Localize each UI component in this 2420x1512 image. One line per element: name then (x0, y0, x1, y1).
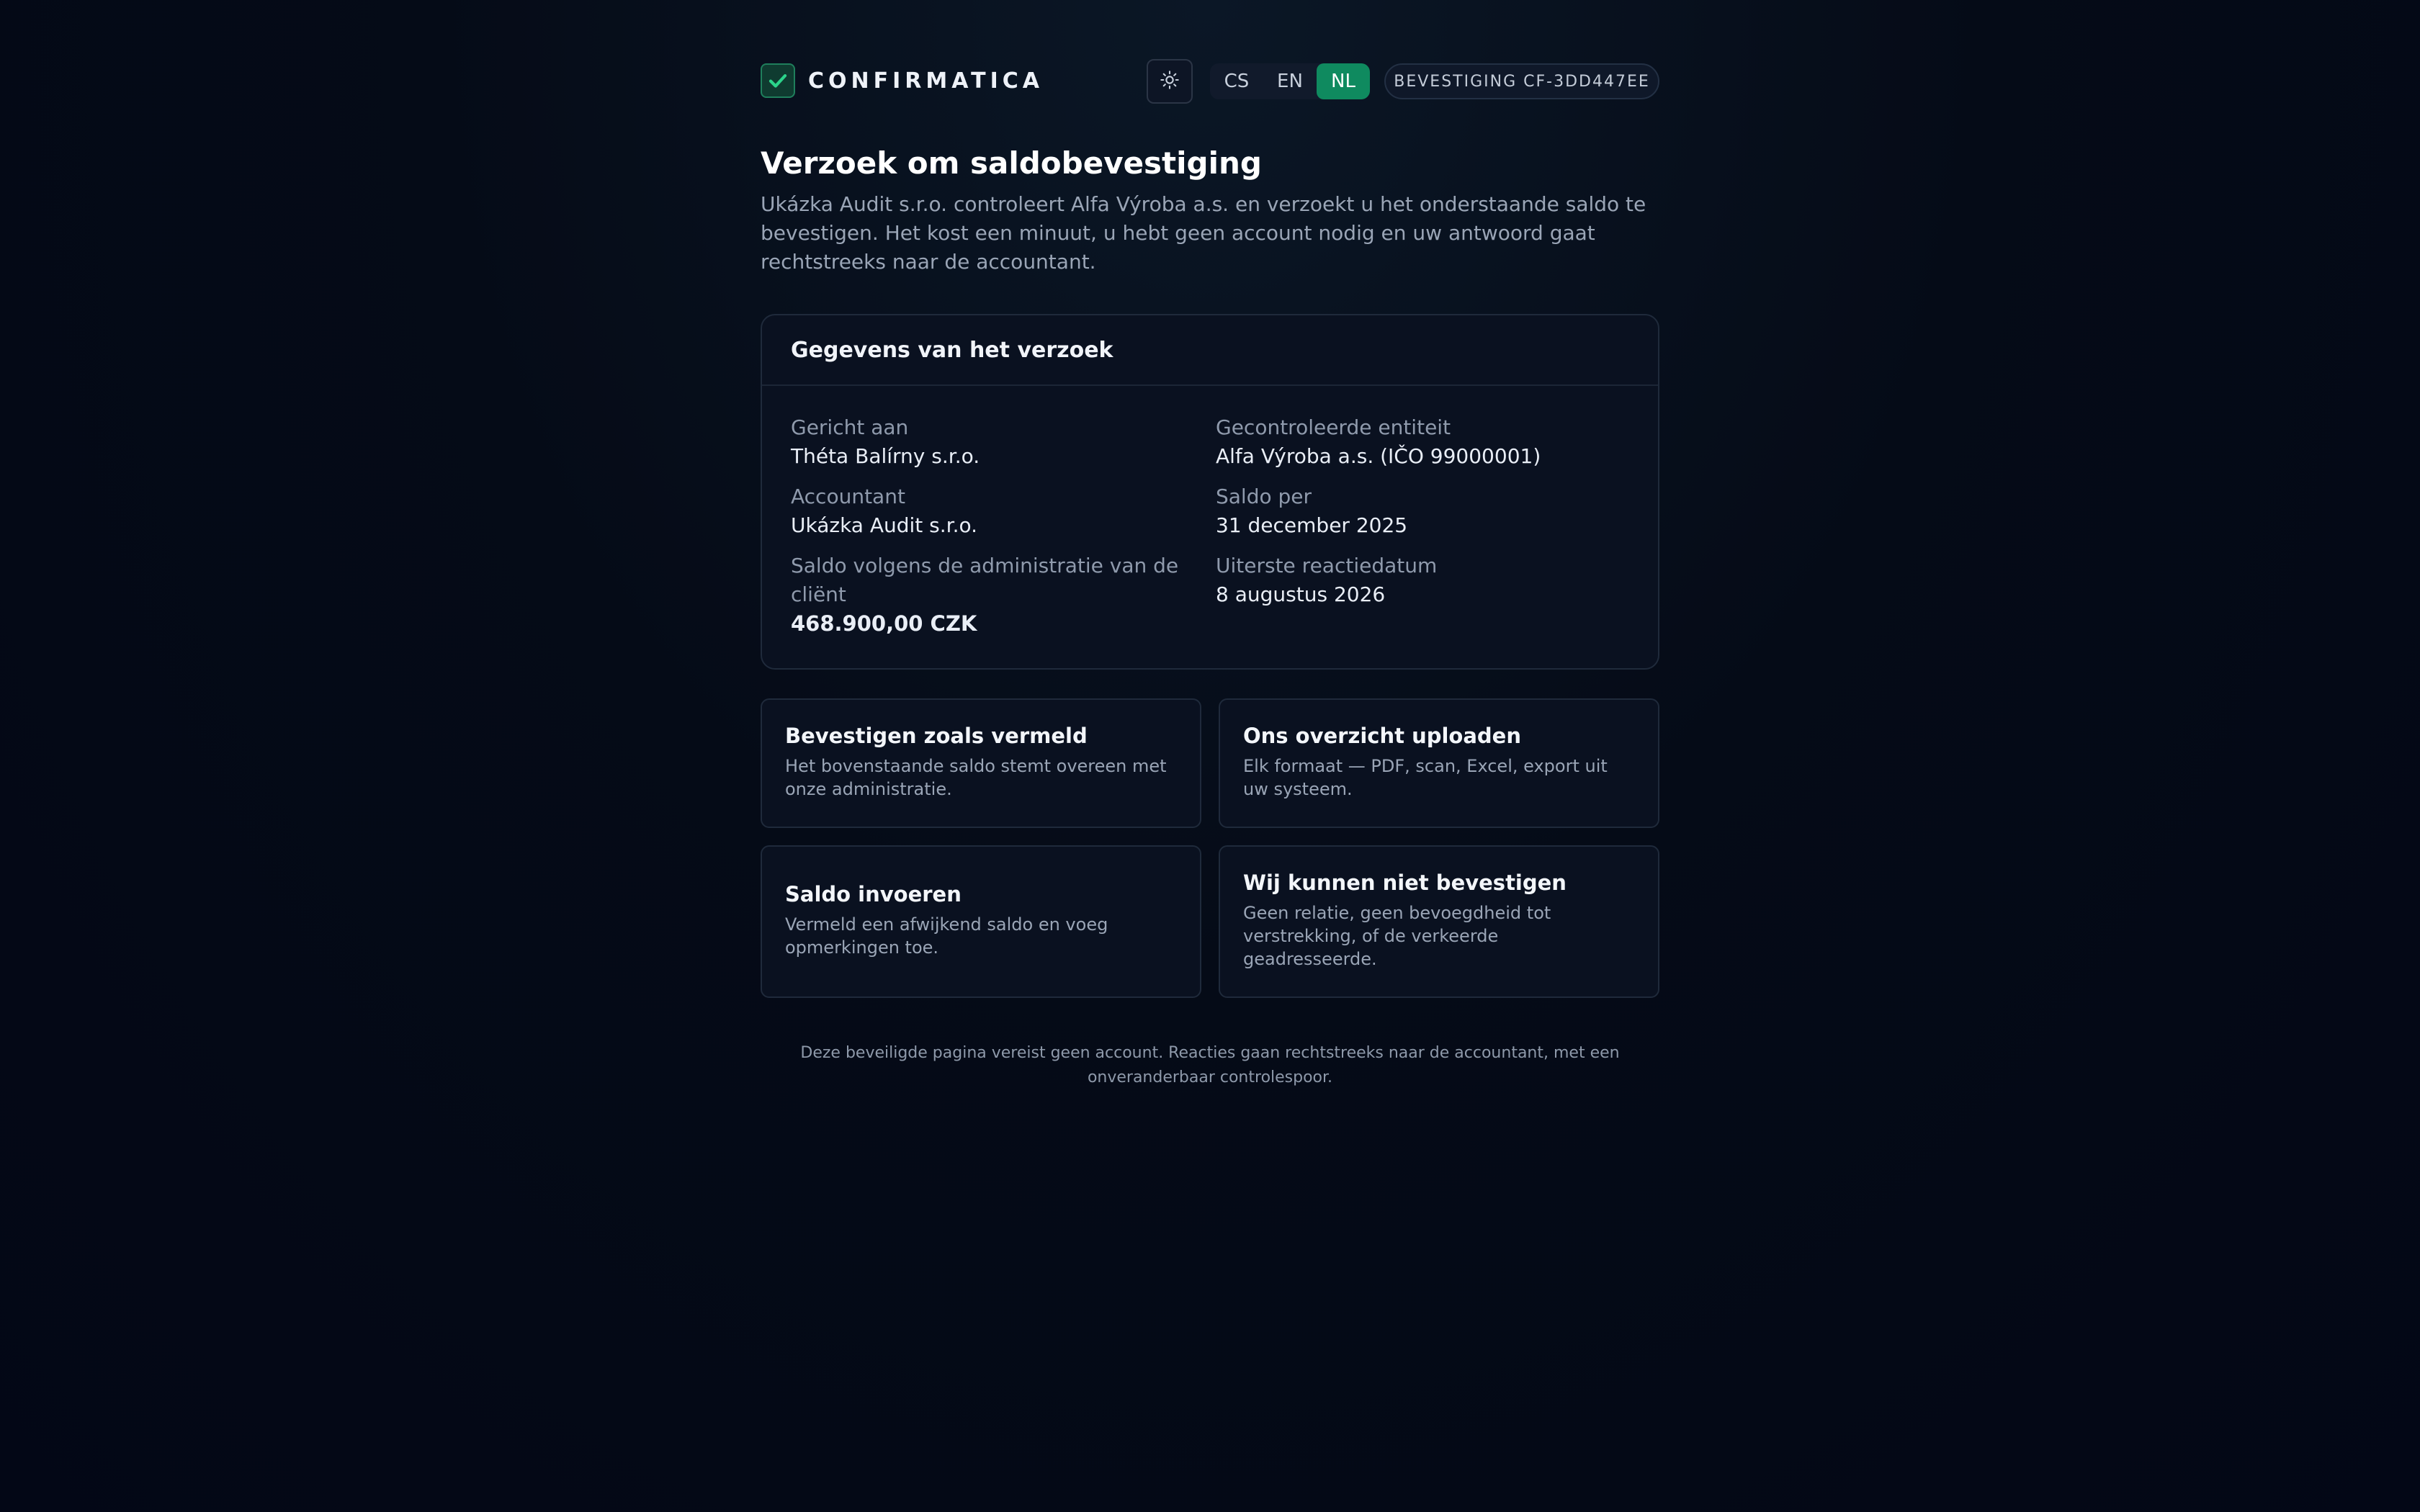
option-confirm-as-stated[interactable] (761, 698, 1201, 828)
option-description: Het bovenstaande saldo stemt overeen met onze administratie. (785, 756, 1167, 799)
brand[interactable] (761, 63, 1044, 98)
footer-note: Deze beveiligde pagina vereist geen account. Reacties gaan rechtstreeks naar de accountant, met een onveranderbaar controlespoor. (800, 1044, 1620, 1086)
option-description: Vermeld een afwijkend saldo en voeg opmerkingen toe. (785, 914, 1108, 958)
field-label: Saldo per (1216, 485, 1312, 508)
reference-badge: BEVESTIGING CF-3DD447EE (1384, 63, 1659, 99)
option-title: Bevestigen zoals vermeld (785, 724, 1088, 748)
field-deadline (1216, 552, 1619, 609)
field-audited-entity (1216, 413, 1619, 471)
language-option-en[interactable]: EN (1277, 71, 1303, 92)
field-label: Uiterste reactiedatum (1216, 554, 1438, 577)
field-label: Gecontroleerde entiteit (1216, 415, 1451, 439)
field-value: Alfa Výroba a.s. (IČO 99000001) (1216, 444, 1541, 468)
language-option-cs[interactable]: CS (1224, 71, 1250, 92)
option-title: Saldo invoeren (785, 882, 962, 906)
field-label: Saldo volgens de administratie van de cliënt (791, 554, 1179, 606)
page-intro: Ukázka Audit s.r.o. controleert Alfa Výroba a.s. en verzoekt u het onderstaande saldo te bevestigen. Het kost een minuut, u hebt geen account nodig en uw antwoord gaat rechtstreeks naar de accountant. (761, 192, 1646, 274)
option-enter-balance[interactable] (761, 845, 1201, 998)
request-details-card (761, 314, 1659, 670)
check-logo-icon (761, 63, 795, 98)
field-value: Théta Balírny s.r.o. (791, 444, 980, 468)
field-client-balance (791, 552, 1194, 638)
request-details-heading: Gegevens van het verzoek (762, 315, 1658, 386)
field-label: Accountant (791, 485, 905, 508)
field-accountant (791, 482, 1194, 540)
field-value: 31 december 2025 (1216, 513, 1408, 537)
field-addressed-to (791, 413, 1194, 471)
sun-icon (1160, 70, 1180, 93)
option-title: Wij kunnen niet bevestigen (1243, 870, 1567, 895)
field-balance-date (1216, 482, 1619, 540)
option-upload-statement[interactable] (1219, 698, 1659, 828)
header (761, 59, 1659, 102)
option-description: Geen relatie, geen bevoegdheid tot verstrekking, of de verkeerde geadresseerde. (1243, 903, 1551, 969)
field-value: 8 augustus 2026 (1216, 582, 1386, 606)
language-option-nl[interactable]: NL (1317, 63, 1370, 99)
language-switcher (1210, 63, 1370, 99)
option-description: Elk formaat — PDF, scan, Excel, export uit uw systeem. (1243, 756, 1608, 799)
brand-name: CONFIRMATICA (808, 68, 1044, 94)
option-title: Ons overzicht uploaden (1243, 724, 1521, 748)
option-cannot-confirm[interactable] (1219, 845, 1659, 998)
field-value: Ukázka Audit s.r.o. (791, 513, 978, 537)
page-title: Verzoek om saldobevestiging (761, 145, 1262, 181)
theme-toggle-button[interactable] (1147, 59, 1193, 104)
field-value-balance: 468.900,00 CZK (791, 611, 977, 636)
field-label: Gericht aan (791, 415, 909, 439)
